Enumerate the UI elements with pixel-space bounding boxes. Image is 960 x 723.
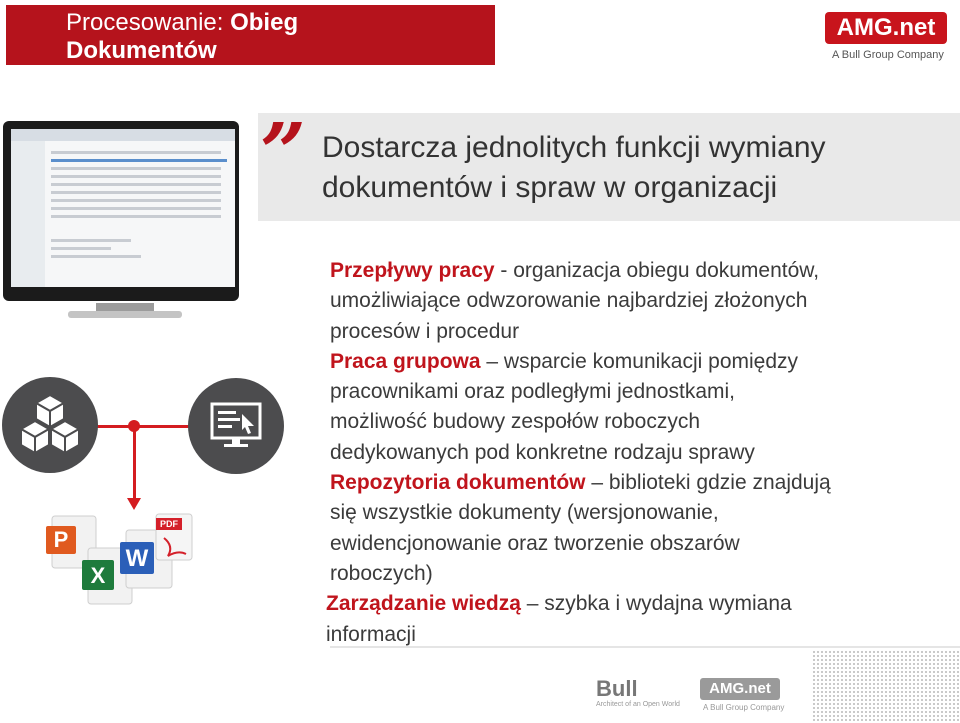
title-bold-1: Obieg xyxy=(230,9,299,36)
footer-amg-logo: AMG.net xyxy=(700,678,780,700)
screen-row xyxy=(51,239,131,242)
monitor-pointer-icon xyxy=(188,378,284,474)
section-title: Przepływy pracy xyxy=(330,259,495,282)
svg-text:X: X xyxy=(90,563,106,588)
screen-row xyxy=(51,215,221,218)
screen-row xyxy=(51,207,221,210)
world-map-dots xyxy=(812,650,960,723)
main-content xyxy=(326,256,950,650)
section-line: ewidencjonowanie oraz tworzenie obszarów xyxy=(330,531,740,555)
section-line: procesów i procedur xyxy=(330,319,520,343)
section-groupwork xyxy=(330,347,950,377)
section-title: Zarządzanie wiedzą xyxy=(326,592,521,616)
bull-logo: Bull xyxy=(596,676,638,701)
monitor-screen xyxy=(11,129,235,287)
slide-title xyxy=(6,5,495,65)
title-prefix: Procesowanie: xyxy=(66,9,224,36)
screen-row xyxy=(51,175,221,178)
screen-row xyxy=(51,191,221,194)
amg-logo-subtitle: A Bull Group Company xyxy=(832,49,944,61)
section-workflow xyxy=(330,256,950,286)
footer-amg-subtitle: A Bull Group Company xyxy=(703,703,785,712)
quote-mark: ” xyxy=(260,105,307,199)
svg-text:P: P xyxy=(53,527,69,552)
screen-sidebar xyxy=(11,141,45,287)
footer-divider xyxy=(330,646,960,648)
screen-row xyxy=(51,159,227,162)
section-line: informacji xyxy=(326,622,416,646)
section-text: – wsparcie komunikacji pomiędzy xyxy=(480,349,799,373)
quote-line-2: dokumentów i spraw w organizacji xyxy=(322,171,778,204)
screen-toolbar xyxy=(11,129,235,141)
cubes-icon xyxy=(2,377,98,473)
section-line: umożliwiające odwzorowanie najbardziej złożonych xyxy=(330,289,808,313)
connector-arrow xyxy=(127,498,141,510)
quote-line-1: Dostarcza jednolitych funkcji wymiany xyxy=(322,131,826,164)
monitor-illustration xyxy=(0,118,246,323)
monitor-frame xyxy=(3,121,239,301)
section-repositories xyxy=(330,468,950,498)
section-text: - organizacja obiegu dokumentów, xyxy=(494,259,820,282)
section-title: Repozytoria dokumentów xyxy=(330,471,586,495)
section-line: się wszystkie dokumenty (wersjonowanie, xyxy=(330,501,719,525)
section-line: dedykowanych pod konkretne rodzaju sprawy xyxy=(330,440,755,464)
section-text: – szybka i wydajna wymiana xyxy=(520,592,792,616)
section-line: możliwość budowy zespołów roboczych xyxy=(330,410,700,434)
office-documents-icon xyxy=(44,512,204,612)
section-line: roboczych) xyxy=(330,561,433,585)
title-bold-2: Dokumentów xyxy=(66,37,217,64)
screen-row xyxy=(51,255,141,258)
section-knowledge xyxy=(326,589,950,619)
monitor-stand-base xyxy=(68,311,182,318)
amg-logo: AMG.net xyxy=(825,12,947,44)
section-title: Praca grupowa xyxy=(330,349,481,373)
connector-vertical xyxy=(133,425,136,500)
bull-logo-subtitle: Architect of an Open World xyxy=(596,701,680,708)
connector-dot xyxy=(128,420,140,432)
svg-text:W: W xyxy=(125,545,149,572)
screen-row xyxy=(51,151,221,154)
section-text: – biblioteki gdzie znajdują xyxy=(585,471,831,495)
quote-text xyxy=(322,128,942,208)
screen-row xyxy=(51,199,221,202)
screen-row xyxy=(51,247,111,250)
svg-text:PDF: PDF xyxy=(160,519,178,529)
section-line: pracownikami oraz podległymi jednostkami, xyxy=(330,380,736,404)
screen-row xyxy=(51,167,221,170)
screen-row xyxy=(51,183,221,186)
